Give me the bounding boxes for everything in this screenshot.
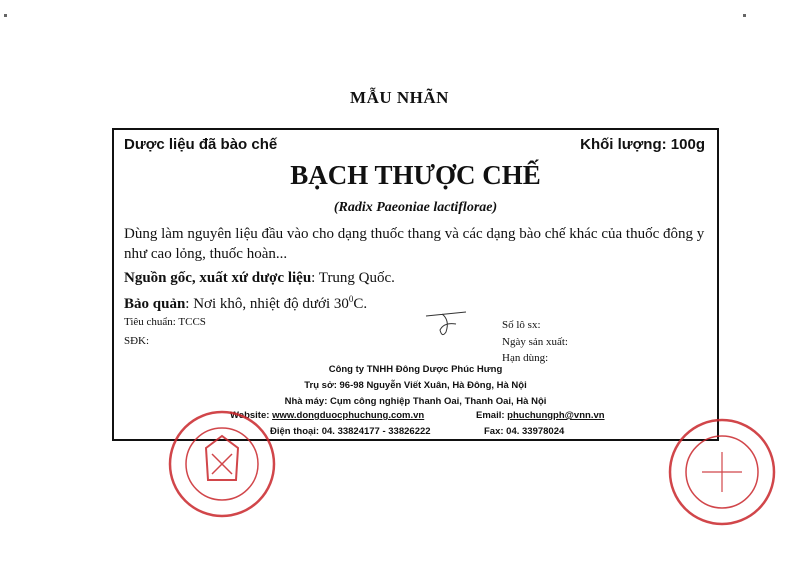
product-name: BẠCH THƯỢC CHẾ: [290, 160, 541, 190]
storage-label: Bảo quản: [124, 296, 186, 312]
origin-value: : Trung Quốc.: [311, 270, 395, 286]
latin-name: (Radix Paeoniae lactiflorae): [333, 200, 498, 215]
product-label: [112, 128, 719, 441]
company-name: Công ty TNHH Đông Dược Phúc Hưng: [328, 364, 503, 375]
page-title: MẪU NHÃN: [350, 88, 449, 107]
storage-sup: 0: [348, 294, 354, 304]
registration-text: SĐK:: [124, 335, 150, 347]
storage-line: [124, 294, 367, 313]
scan-speck: [743, 14, 746, 17]
category-text: Dược liệu đã bào chế: [124, 136, 278, 153]
expiry-date: Hạn dùng:: [502, 352, 549, 364]
storage-value: : Nơi khô, nhiệt độ dưới 30: [185, 296, 349, 312]
website-link[interactable]: www.dongduocphuchung.com.vn: [272, 410, 425, 421]
email-link[interactable]: phuchungph@vnn.vn: [507, 410, 605, 421]
standard-text: Tiêu chuẩn: TCCS: [124, 316, 206, 328]
origin-line: [124, 270, 395, 287]
usage-text: Dùng làm nguyên liệu đầu vào cho dạng thuốc thang và các dạng bào chế khác của thuốc đông y như cao lỏng, thuốc hoàn...: [124, 226, 705, 262]
scan-speck: [4, 14, 7, 17]
factory-address: Nhà máy: Cụm công nghiệp Thanh Oai, Thanh Oai, Hà Nội: [284, 396, 547, 407]
signature-mark: [422, 306, 472, 342]
website-line: Website: www.dongduocphuchung.com.vn: [230, 410, 425, 421]
left-company-seal: [166, 408, 278, 520]
right-company-seal: [666, 416, 778, 528]
fax-line: Fax: 04. 33978024: [484, 426, 565, 437]
phone-line: Điện thoại: 04. 33824177 - 33826222: [270, 426, 431, 437]
weight-text: Khối lượng: 100g: [580, 136, 705, 153]
head-office-address: Trụ sở: 96-98 Nguyễn Viết Xuân, Hà Đông, Hà Nội: [304, 380, 527, 391]
manufacture-date: Ngày sản xuất:: [502, 336, 568, 348]
origin-label: Nguồn gốc, xuất xứ dược liệu: [124, 270, 312, 286]
email-line: Email: phuchungph@vnn.vn: [476, 410, 605, 421]
storage-unit: C.: [353, 296, 368, 312]
batch-number: Số lô sx:: [502, 319, 541, 331]
